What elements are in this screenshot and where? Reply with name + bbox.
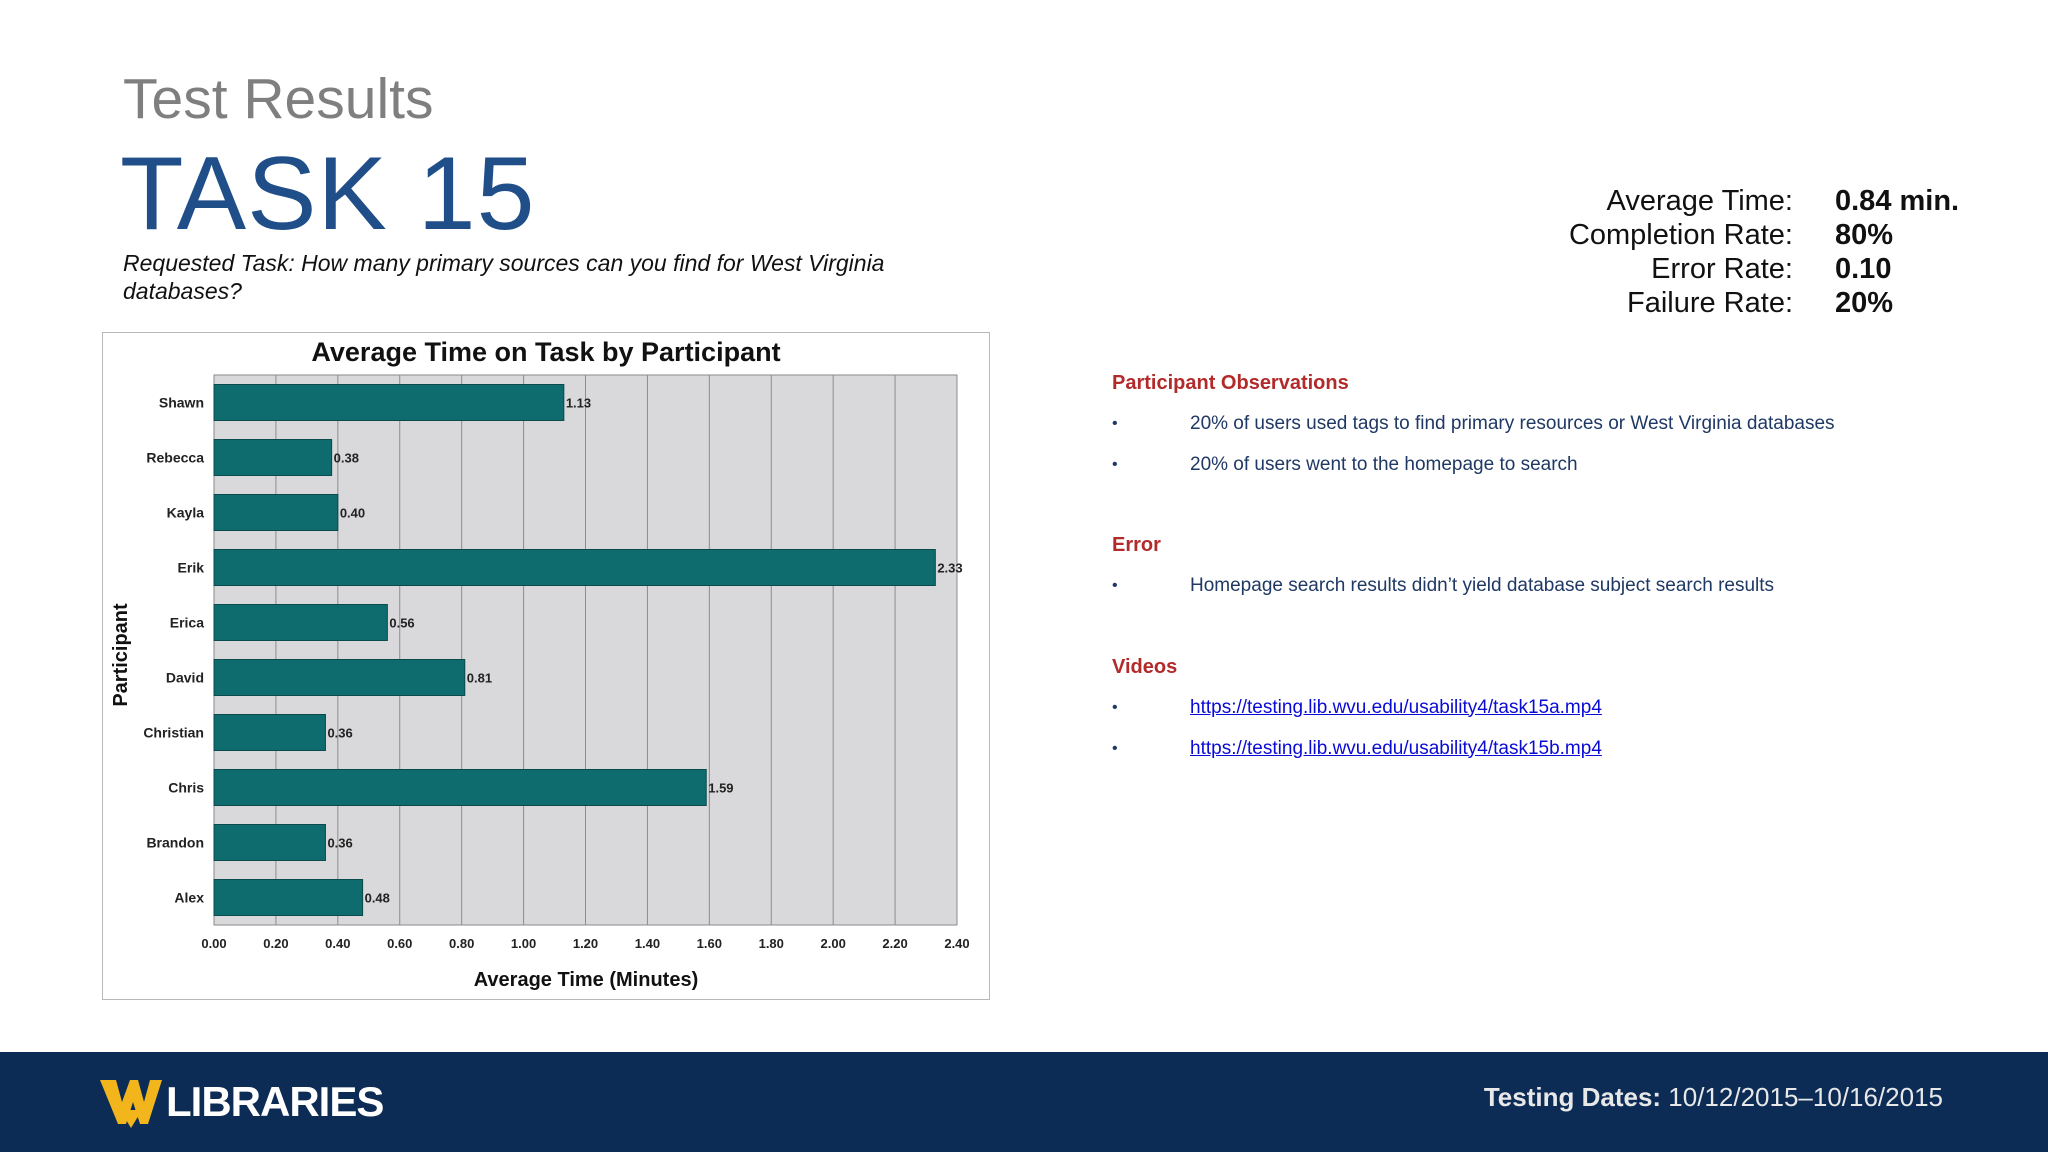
- observation-text: 20% of users went to the homepage to search: [1190, 453, 1578, 475]
- x-tick-label: 1.80: [758, 936, 784, 951]
- chart-title: Average Time on Task by Participant: [311, 337, 781, 367]
- stat-value: 0.84 min.: [1835, 184, 1960, 217]
- data-label: 2.33: [937, 560, 963, 576]
- bar: [214, 385, 564, 421]
- x-tick-label: 0.80: [449, 936, 475, 951]
- footer-bar: [0, 1052, 2048, 1152]
- x-tick-label: 0.20: [263, 936, 289, 951]
- bar-chart: [103, 333, 989, 999]
- y-tick-label: David: [165, 669, 204, 686]
- observation-text: 20% of users used tags to find primary resources or West Virginia databases: [1190, 412, 1835, 434]
- stat-average-time: [1500, 184, 2020, 218]
- x-tick-label: 2.00: [820, 936, 846, 951]
- bullet-icon: •: [1112, 739, 1118, 757]
- wvu-libraries-logo: [100, 1076, 383, 1128]
- stat-label: Completion Rate:: [1568, 218, 1793, 251]
- list-item: [1112, 728, 1602, 769]
- dates-value: 10/12/2015–10/16/2015: [1661, 1082, 1943, 1112]
- stat-label: Failure Rate:: [1626, 286, 1793, 319]
- data-label: 0.36: [327, 835, 353, 851]
- y-tick-label: Rebecca: [146, 449, 204, 466]
- y-tick-label: Alex: [174, 889, 204, 906]
- data-label: 1.13: [565, 395, 592, 411]
- x-tick-label: 1.40: [634, 936, 661, 951]
- stat-completion-rate: [1500, 218, 2020, 252]
- bar: [214, 495, 338, 531]
- x-tick-label: 2.40: [944, 936, 970, 951]
- data-label: 0.48: [364, 890, 390, 906]
- data-label: 0.38: [333, 450, 359, 466]
- stat-failure-rate: [1500, 286, 2020, 320]
- x-tick-label: 0.40: [325, 936, 351, 951]
- logo-text: LIBRARIES: [166, 1078, 384, 1125]
- observations-section: [1112, 372, 1835, 485]
- data-label: 0.56: [389, 615, 415, 631]
- error-section: [1112, 534, 1774, 606]
- stats-panel: [1500, 184, 2020, 320]
- bar: [214, 825, 325, 861]
- bar: [214, 660, 465, 696]
- y-tick-label: Kayla: [166, 504, 204, 521]
- bullet-icon: •: [1112, 698, 1118, 716]
- videos-section: [1112, 656, 1602, 769]
- stat-label: Average Time:: [1606, 184, 1793, 217]
- x-axis-label: Average Time (Minutes): [473, 969, 699, 991]
- testing-dates: [1484, 1082, 1943, 1113]
- flying-wv-icon: [100, 1076, 162, 1128]
- stat-value: 0.10: [1835, 252, 1892, 285]
- list-item: [1112, 565, 1774, 606]
- stat-label: Error Rate:: [1651, 252, 1793, 285]
- bar: [214, 440, 332, 476]
- x-tick-label: 1.60: [696, 936, 722, 951]
- bar: [214, 880, 363, 916]
- bullet-icon: •: [1112, 455, 1118, 473]
- chart-frame: [102, 332, 990, 1000]
- requested-task: Requested Task: How many primary sources can you find for West Virginia databases?: [123, 250, 885, 304]
- data-label: 0.81: [466, 670, 493, 686]
- bullet-icon: •: [1112, 414, 1118, 432]
- video-link-b[interactable]: https://testing.lib.wvu.edu/usability4/task15b.mp4: [1190, 737, 1602, 759]
- x-tick-label: 1.20: [572, 936, 599, 951]
- bar: [214, 605, 387, 641]
- y-tick-label: Christian: [143, 724, 204, 741]
- y-tick-label: Shawn: [158, 394, 204, 411]
- observations-heading: Participant Observations: [1112, 372, 1349, 394]
- bar: [214, 770, 706, 806]
- data-label: 1.59: [708, 780, 734, 796]
- x-tick-label: 2.20: [882, 936, 908, 951]
- dates-label: Testing Dates:: [1483, 1082, 1662, 1112]
- x-tick-label: 0.60: [387, 936, 413, 951]
- bullet-icon: •: [1112, 576, 1118, 594]
- data-label: 0.36: [327, 725, 353, 741]
- task-title: TASK 15: [120, 136, 536, 252]
- video-link-a[interactable]: https://testing.lib.wvu.edu/usability4/task15a.mp4: [1190, 696, 1602, 718]
- y-tick-label: Erik: [177, 559, 204, 576]
- data-label: 0.40: [339, 505, 366, 521]
- x-tick-label: 0.00: [201, 936, 227, 951]
- list-item: [1112, 403, 1835, 444]
- videos-heading: Videos: [1112, 656, 1178, 678]
- list-item: [1112, 687, 1602, 728]
- stat-error-rate: [1500, 252, 2020, 286]
- kicker-title: Test Results: [123, 67, 434, 131]
- bar: [214, 715, 325, 751]
- stat-value: 20%: [1835, 286, 1894, 319]
- list-item: [1112, 444, 1835, 485]
- y-tick-label: Erica: [169, 614, 204, 631]
- bar: [214, 550, 935, 586]
- error-text: Homepage search results didn’t yield database subject search results: [1190, 574, 1775, 596]
- y-axis-label: Participant: [110, 603, 132, 707]
- y-tick-label: Brandon: [146, 834, 204, 851]
- error-heading: Error: [1112, 534, 1161, 556]
- stat-value: 80%: [1835, 218, 1894, 251]
- y-tick-label: Chris: [168, 779, 204, 796]
- x-tick-label: 1.00: [510, 936, 537, 951]
